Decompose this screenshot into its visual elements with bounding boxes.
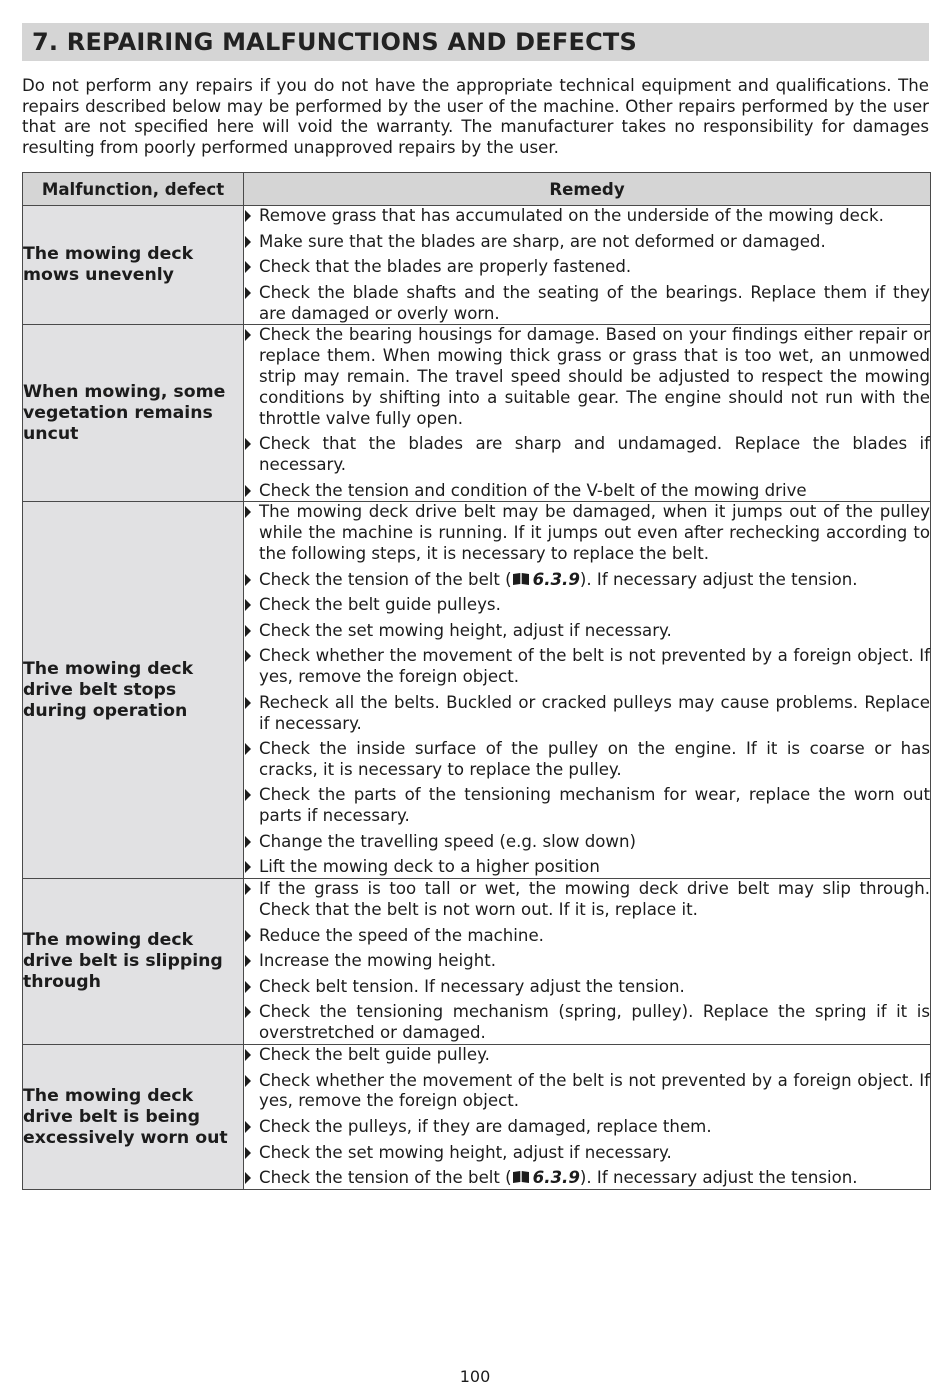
- header-remedy: Remedy: [244, 173, 931, 206]
- triangle-bullet-icon: [245, 1075, 251, 1087]
- header-malfunction: Malfunction, defect: [23, 173, 244, 206]
- remedy-item: [244, 257, 930, 278]
- remedy-item: [244, 1143, 930, 1164]
- remedy-item: [244, 857, 930, 878]
- triangle-bullet-icon: [245, 930, 251, 942]
- remedy-text: Check whether the movement of the belt is not prevented by a foreign object. If yes, remove the foreign object.: [259, 646, 930, 687]
- remedy-item: [244, 1071, 930, 1113]
- triangle-bullet-icon: [245, 287, 251, 299]
- table-header-row: [23, 173, 931, 206]
- remedy-item: [244, 739, 930, 781]
- triangle-bullet-icon: [245, 236, 251, 248]
- triangle-bullet-icon: [245, 1172, 251, 1184]
- remedy-item: [244, 1045, 930, 1066]
- remedy-list: [244, 879, 930, 1044]
- malfunction-cell: The mowing deck drive belt stops during operation: [23, 502, 244, 879]
- remedy-text: Check the belt guide pulleys.: [259, 595, 501, 615]
- malfunction-cell: The mowing deck drive belt is being excessively worn out: [23, 1045, 244, 1190]
- remedy-text: Check the tension of the belt (: [259, 569, 512, 589]
- malfunction-cell: The mowing deck mows unevenly: [23, 206, 244, 325]
- triangle-bullet-icon: [245, 1147, 251, 1159]
- section-title-bar: [22, 23, 929, 61]
- remedy-item: [244, 1002, 930, 1044]
- remedy-text: Check the parts of the tensioning mechanism for wear, replace the worn out parts if necessary.: [259, 785, 930, 826]
- remedy-text: Check the set mowing height, adjust if necessary.: [259, 1142, 672, 1162]
- remedy-item: [244, 785, 930, 827]
- remedy-text: Check whether the movement of the belt is not prevented by a foreign object. If yes, remove the foreign object.: [259, 1070, 930, 1111]
- triangle-bullet-icon: [245, 438, 251, 450]
- remedy-text: Reduce the speed of the machine.: [259, 925, 544, 945]
- triangle-bullet-icon: [245, 1006, 251, 1018]
- remedy-item: [244, 206, 930, 227]
- remedy-list: [244, 206, 930, 324]
- remedy-text: Check the tension of the belt (: [259, 1168, 512, 1188]
- remedy-text: Change the travelling speed (e.g. slow down): [259, 831, 636, 851]
- remedy-text-after: ). If necessary adjust the tension.: [579, 1168, 858, 1188]
- triangle-bullet-icon: [245, 981, 251, 993]
- triangle-bullet-icon: [245, 650, 251, 662]
- remedy-item: [244, 232, 930, 253]
- triangle-bullet-icon: [245, 506, 251, 518]
- page-number: 100: [459, 1367, 491, 1386]
- remedy-text: Recheck all the belts. Buckled or cracked pulleys may cause problems. Replace if necessary.: [259, 692, 930, 733]
- remedy-item: [244, 879, 930, 921]
- remedy-cell: [244, 325, 931, 502]
- section-reference: 6.3.9: [532, 1168, 580, 1188]
- remedy-list: [244, 1045, 930, 1189]
- triangle-bullet-icon: [245, 261, 251, 273]
- remedy-item: [244, 595, 930, 616]
- remedy-item: [244, 481, 930, 502]
- triangle-bullet-icon: [245, 789, 251, 801]
- remedy-item: [244, 926, 930, 947]
- remedy-text: Check the blade shafts and the seating of the bearings. Replace them if they are damaged or overly worn.: [259, 282, 930, 323]
- triangle-bullet-icon: [245, 743, 251, 755]
- remedy-item: [244, 951, 930, 972]
- remedy-text: Check that the blades are sharp and undamaged. Replace the blades if necessary.: [259, 434, 930, 474]
- triangle-bullet-icon: [245, 210, 251, 222]
- table-row: [23, 1045, 931, 1190]
- remedy-text: Remove grass that has accumulated on the underside of the mowing deck.: [259, 206, 884, 225]
- remedy-text: Increase the mowing height.: [259, 951, 496, 971]
- remedy-item: [244, 325, 930, 429]
- triangle-bullet-icon: [245, 883, 251, 895]
- remedy-text: Check the inside surface of the pulley on the engine. If it is coarse or has cracks, it is necessary to replace the pulley.: [259, 739, 930, 779]
- remedy-item: [244, 832, 930, 853]
- remedy-item: [244, 977, 930, 998]
- remedy-text: Check belt tension. If necessary adjust the tension.: [259, 976, 685, 996]
- remedy-item: [244, 693, 930, 735]
- triangle-bullet-icon: [245, 836, 251, 848]
- triangle-bullet-icon: [245, 599, 251, 611]
- remedy-item: [244, 283, 930, 325]
- triangle-bullet-icon: [245, 697, 251, 709]
- remedy-text: Check the tensioning mechanism (spring, pulley). Replace the spring if it is overstretched or damaged.: [259, 1002, 930, 1043]
- triangle-bullet-icon: [245, 861, 251, 873]
- remedy-text: Check that the blades are properly fastened.: [259, 257, 632, 277]
- triangle-bullet-icon: [245, 625, 251, 637]
- remedy-text: The mowing deck drive belt may be damaged, when it jumps out of the pulley while the machine is running. If it jumps out even after rechecking according to the following steps, it is necessary to replace the belt.: [259, 502, 930, 563]
- triangle-bullet-icon: [245, 1121, 251, 1133]
- remedy-cell: [244, 879, 931, 1045]
- remedy-item: [244, 1168, 930, 1189]
- remedy-cell: [244, 502, 931, 879]
- remedy-item: [244, 646, 930, 688]
- intro-paragraph: Do not perform any repairs if you do not have the appropriate technical equipment and qualifications. The repairs described below may be performed by the user of the machine. Other repairs performed by the user that are not specified here will void the warranty. The manufacturer takes no responsibility for damages resulting from poorly performed unapproved repairs by the user.: [22, 76, 929, 157]
- remedy-text-after: ). If necessary adjust the tension.: [579, 569, 858, 589]
- table-row: [23, 206, 931, 325]
- section-reference: 6.3.9: [532, 569, 580, 589]
- remedy-text: Check the belt guide pulley.: [259, 1045, 490, 1065]
- table-row: [23, 325, 931, 502]
- triangle-bullet-icon: [245, 574, 251, 586]
- malfunction-table: [22, 172, 931, 1190]
- book-icon: [512, 572, 530, 586]
- triangle-bullet-icon: [245, 955, 251, 967]
- triangle-bullet-icon: [245, 1049, 251, 1061]
- malfunction-cell: When mowing, some vegetation remains uncut: [23, 325, 244, 502]
- triangle-bullet-icon: [245, 485, 251, 497]
- remedy-item: [244, 570, 930, 591]
- table-row: [23, 879, 931, 1045]
- remedy-item: [244, 621, 930, 642]
- remedy-item: [244, 1117, 930, 1138]
- table-row: [23, 502, 931, 879]
- remedy-list: [244, 502, 930, 878]
- remedy-cell: [244, 1045, 931, 1190]
- remedy-text: Check the pulleys, if they are damaged, replace them.: [259, 1117, 712, 1137]
- remedy-item: [244, 502, 930, 564]
- remedy-text: Check the tension and condition of the V-belt of the mowing drive: [259, 480, 807, 500]
- section-title: 7. REPAIRING MALFUNCTIONS AND DEFECTS: [32, 28, 637, 56]
- remedy-text: Check the bearing housings for damage. Based on your findings either repair or replace them. When mowing thick grass or grass that is too wet, an unmowed strip may remain. The travel speed should be adjusted to respect the mowing conditions by shifting into a suitable gear. The engine should not run with the throttle valve fully open.: [259, 325, 930, 428]
- remedy-item: [244, 434, 930, 476]
- remedy-list: [244, 325, 930, 501]
- remedy-text: Make sure that the blades are sharp, are not deformed or damaged.: [259, 231, 826, 251]
- remedy-text: Check the set mowing height, adjust if necessary.: [259, 620, 672, 640]
- remedy-text: Lift the mowing deck to a higher position: [259, 857, 600, 877]
- book-icon: [512, 1170, 530, 1184]
- remedy-cell: [244, 206, 931, 325]
- triangle-bullet-icon: [245, 329, 251, 341]
- malfunction-cell: The mowing deck drive belt is slipping through: [23, 879, 244, 1045]
- remedy-text: If the grass is too tall or wet, the mowing deck drive belt may slip through. Check that the belt is not worn out. If it is, replace it.: [259, 879, 930, 920]
